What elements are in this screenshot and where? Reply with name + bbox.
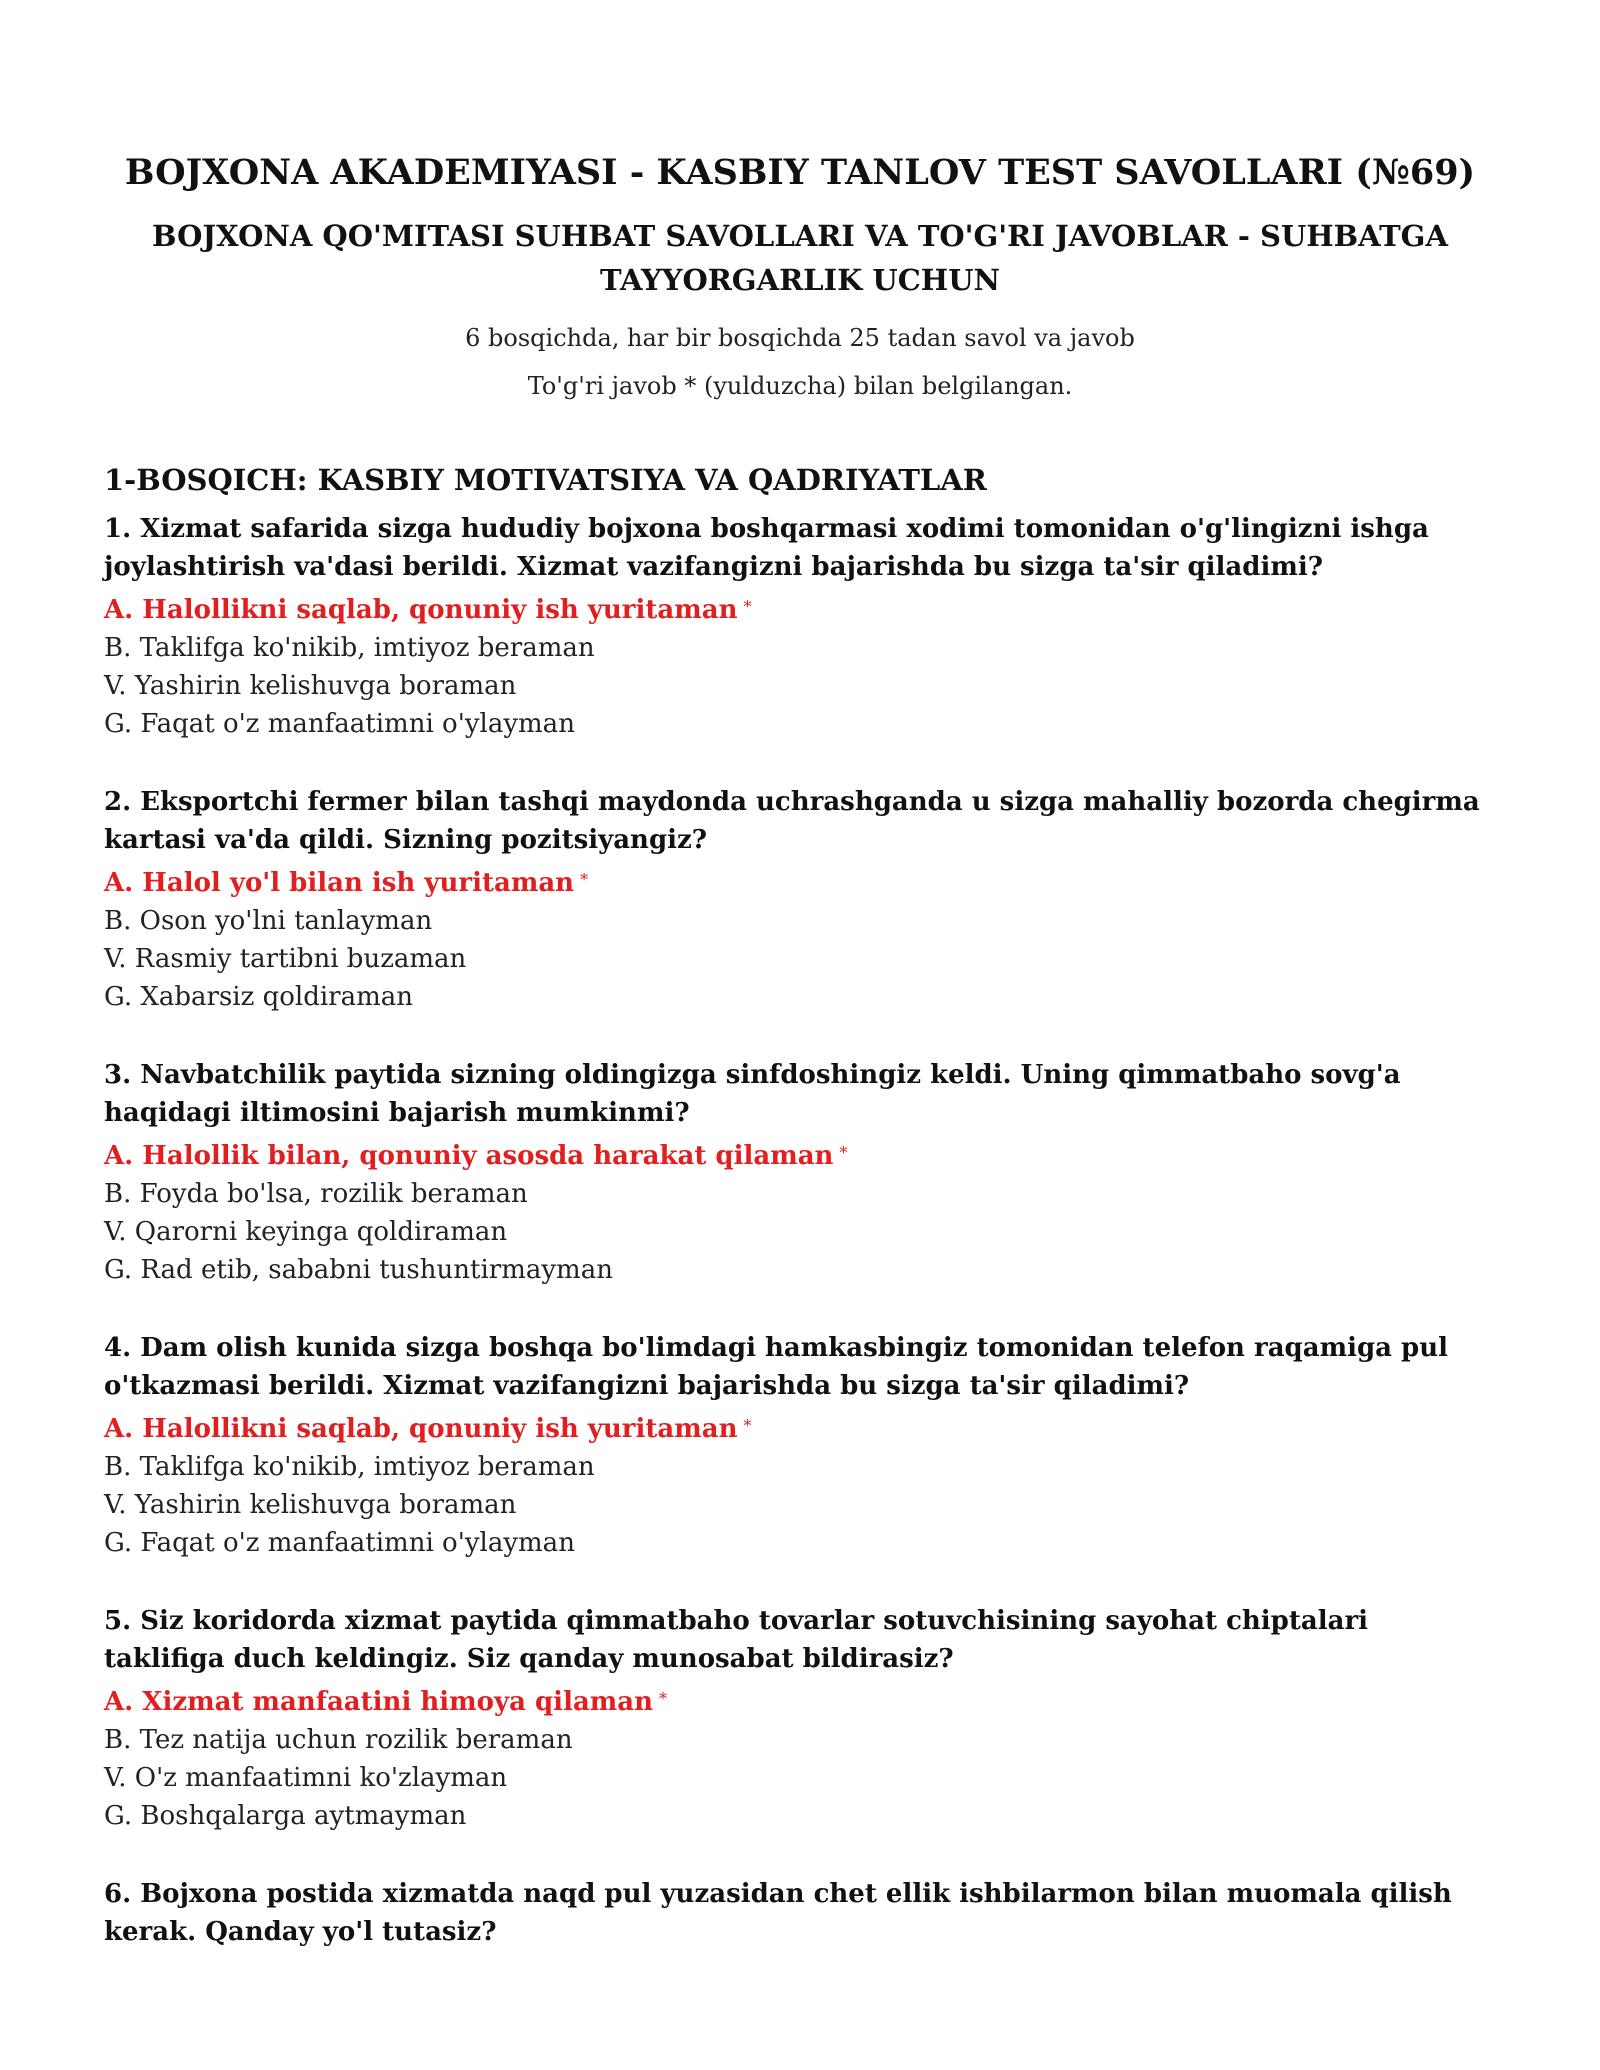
answer-option: V. Yashirin kelishuvga boraman: [104, 1490, 517, 1520]
answer-option: V. O'z manfaatimni ko'zlayman: [104, 1763, 508, 1793]
question-1: [104, 510, 1496, 743]
answer-option: G. Faqat o'z manfaatimni o'ylayman: [104, 709, 575, 739]
question-3: [104, 1056, 1496, 1289]
stage-heading: 1-BOSQICH: KASBIY MOTIVATSIYA VA QADRIYATLAR: [104, 463, 987, 497]
answer-option: B. Tez natija uchun rozilik beraman: [104, 1725, 573, 1755]
correct-star-mark: *: [743, 597, 752, 616]
answer-option-correct: [104, 588, 1496, 629]
question-text: 3. Navbatchilik paytida sizning oldingizga sinfdoshingiz keldi. Uning qimmatbaho sovg'a haqidagi iltimosini bajarish mumkinmi?: [104, 1060, 1401, 1128]
question-2: [104, 783, 1496, 1016]
answer-option: G. Boshqalarga aytmayman: [104, 1801, 467, 1831]
question-text: 2. Eksportchi fermer bilan tashqi maydonda uchrashganda u sizga mahalliy bozorda chegirma kartasi va'da qildi. Sizning pozitsiyangiz?: [104, 787, 1480, 855]
question-6: [104, 1875, 1496, 1951]
option-label: A. Xizmat manfaatini himoya qilaman: [104, 1687, 654, 1717]
document-title: BOJXONA AKADEMIYASI - KASBIY TANLOV TEST SAVOLLARI (№69): [124, 152, 1476, 193]
answer-option: G. Rad etib, sababni tushuntirmayman: [104, 1255, 613, 1285]
correct-star-mark: *: [839, 1143, 848, 1162]
question-5: [104, 1602, 1496, 1835]
correct-star-mark: *: [659, 1689, 668, 1708]
correct-star-mark: *: [580, 870, 589, 889]
answer-option: B. Taklifga ko'nikib, imtiyoz beraman: [104, 1452, 595, 1482]
answer-option: G. Faqat o'z manfaatimni o'ylayman: [104, 1528, 575, 1558]
answer-option-correct: [104, 1134, 1496, 1175]
question-text: 1. Xizmat safarida sizga hududiy bojxona boshqarmasi xodimi tomonidan o'g'lingizni ishga joylashtirish va'dasi berildi. Xizmat vazifangizni bajarishda bu sizga ta'sir qiladimi?: [104, 514, 1429, 582]
document-subtitle: BOJXONA QO'MITASI SUHBAT SAVOLLARI VA TO'G'RI JAVOBLAR - SUHBATGA TAYYORGARLIK UCHUN: [152, 219, 1448, 297]
answer-option: B. Taklifga ko'nikib, imtiyoz beraman: [104, 633, 595, 663]
option-label: A. Halollikni saqlab, qonuniy ish yuritaman: [104, 1414, 738, 1444]
info-line-stages: 6 bosqichda, har bir bosqichda 25 tadan savol va javob: [465, 324, 1135, 352]
answer-option-correct: [104, 1407, 1496, 1448]
answer-option: G. Xabarsiz qoldiraman: [104, 982, 413, 1012]
option-label: A. Halollikni saqlab, qonuniy ish yuritaman: [104, 595, 738, 625]
answer-option: V. Qarorni keyinga qoldiraman: [104, 1217, 508, 1247]
answer-option-correct: [104, 1680, 1496, 1721]
correct-star-mark: *: [743, 1416, 752, 1435]
question-text: 5. Siz koridorda xizmat paytida qimmatbaho tovarlar sotuvchisining sayohat chiptalari taklifiga duch keldingiz. Siz qanday munosabat bildirasiz?: [104, 1606, 1369, 1674]
question-text: 4. Dam olish kunida sizga boshqa bo'limdagi hamkasbingiz tomonidan telefon raqamiga pul o'tkazmasi berildi. Xizmat vazifangizni bajarishda bu sizga ta'sir qiladimi?: [104, 1333, 1449, 1401]
answer-option: B. Foyda bo'lsa, rozilik beraman: [104, 1179, 528, 1209]
answer-option-correct: [104, 861, 1496, 902]
option-label: A. Halollik bilan, qonuniy asosda harakat qilaman: [104, 1141, 834, 1171]
answer-option: V. Rasmiy tartibni buzaman: [104, 944, 467, 974]
answer-option: B. Oson yo'lni tanlayman: [104, 906, 433, 936]
question-4: [104, 1329, 1496, 1562]
answer-option: V. Yashirin kelishuvga boraman: [104, 671, 517, 701]
option-label: A. Halol yo'l bilan ish yuritaman: [104, 868, 575, 898]
info-line-correct-mark: To'g'ri javob * (yulduzcha) bilan belgilangan.: [527, 372, 1073, 400]
question-text: 6. Bojxona postida xizmatda naqd pul yuzasidan chet ellik ishbilarmon bilan muomala qilish kerak. Qanday yo'l tutasiz?: [104, 1879, 1452, 1947]
